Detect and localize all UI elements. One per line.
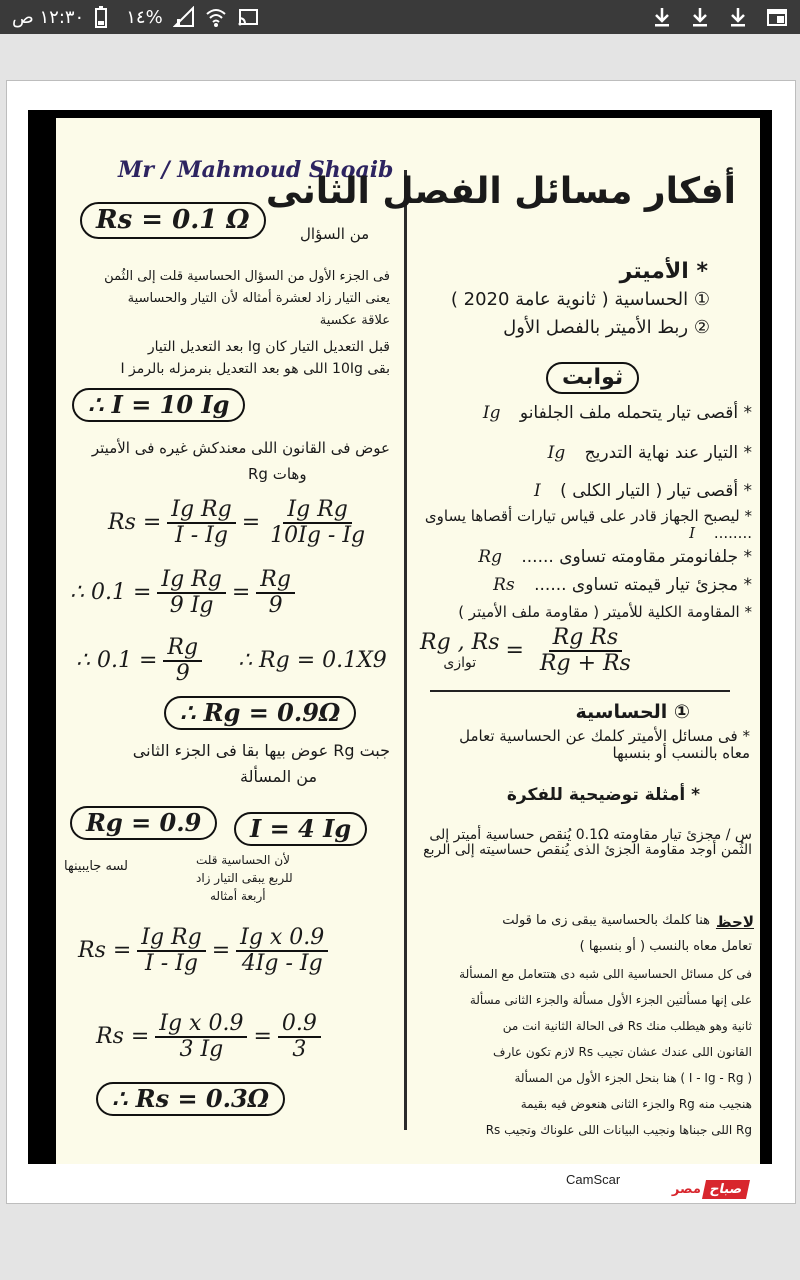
- constant-text: * ليصبح الجهاز قادر على قياس تيارات أقصاها يساوى ........: [424, 507, 752, 542]
- eq-lhs: ∴ 0.1 =: [76, 648, 158, 674]
- find-rg: وهات Rg: [248, 465, 307, 483]
- note-line-8: هنجيب منه Rg والجزء الثانى هنعوض فيه بقيمة: [520, 1097, 752, 1111]
- note-line-9: Rg اللى جبناها ونجيب البيانات اللى علوناك وتجيب Rs: [485, 1123, 752, 1137]
- question-text: س / مجزئ تيار مقاومته 0.1Ω يُنقص حساسية أميتر إلى الثُمن أوجد مقاومة الجزئ الذى يُنقص حساسيته إلى الربع: [423, 827, 752, 859]
- note-label: لاحظ: [715, 913, 754, 931]
- scanner-watermark: CamScar: [566, 1172, 621, 1187]
- eq-fraction: [236, 926, 328, 976]
- constant-row-5: [412, 548, 752, 567]
- eq-fraction: [266, 498, 369, 548]
- note-line-4: على إنها مسألتين الجزء الأول مسألة والجزء الثانى مسألة: [469, 993, 752, 1007]
- fraction-numerator: Ig Rg: [137, 926, 205, 952]
- sensitivity-note: * فى مسائل الأميتر كلمك عن الحساسية تعامل معاه بالنسب أو بنسبها: [459, 727, 750, 762]
- source-logo: [620, 1176, 748, 1202]
- note-left: لسه جايبينها: [64, 859, 128, 874]
- download-icon[interactable]: [728, 6, 750, 28]
- constant-text: * التيار عند نهاية التدريج: [584, 443, 752, 463]
- note-line-2: تعامل معاه بالنسب ( أو بنسبها ): [579, 939, 752, 954]
- from-question: من السؤال: [300, 225, 370, 243]
- constant-symbol: Ig: [547, 443, 566, 463]
- fraction-denominator: 4Ig - Ig: [241, 951, 323, 977]
- eq-fraction: [137, 926, 205, 976]
- status-battery: ١٤%: [126, 6, 163, 28]
- fraction-denominator: 10Ig - Ig: [270, 523, 366, 549]
- constant-row-6: [412, 576, 752, 595]
- equation-2: ∴ 0.1 = $\frac{\text{Ig Rg}}{9 Ig}$ = $\frac{Rg}{9}$: [70, 568, 301, 618]
- wifi-icon: [205, 6, 227, 28]
- download-icon[interactable]: [690, 6, 712, 28]
- status-time: ١٢:٣٠ ص: [12, 6, 85, 28]
- parallel-label: توازى: [443, 654, 477, 671]
- fraction-numerator: Ig x 0.9: [236, 926, 328, 952]
- rg-result: ∴ Rg = 0.9Ω: [164, 696, 356, 730]
- page-title: أفكار مسائل الفصل الثانى: [265, 171, 736, 212]
- fraction-denominator: 9: [268, 593, 283, 619]
- logo-box: صباح: [702, 1180, 750, 1199]
- parallel-lhs: Rg , Rs: [420, 630, 500, 656]
- eq-fraction: [157, 568, 225, 618]
- status-bar: [0, 0, 800, 34]
- note-right-3: أربعة أمثاله: [210, 889, 266, 903]
- fraction-numerator: Ig Rg: [283, 498, 351, 524]
- signal-icon: [173, 6, 195, 28]
- examples-title: * أمثلة توضيحية للفكرة: [506, 785, 700, 805]
- eq-fraction: [278, 1012, 321, 1062]
- topic-item-2: ② ربط الأميتر بالفصل الأول: [503, 317, 710, 338]
- equation-5: Rs = $\frac{\text{Ig x 0.9}}{3 Ig}$ = $\frac{0.9}{3}$: [96, 1012, 327, 1062]
- note-right-1: لأن الحساسية قلت: [196, 853, 290, 867]
- download-icon[interactable]: [652, 6, 674, 28]
- section-rule: [430, 690, 730, 692]
- after-line-2: من المسألة: [240, 767, 318, 786]
- parallel-fraction: [536, 626, 635, 676]
- eq-fraction: [163, 636, 202, 686]
- note-line-5: ثانية وهو هيطلب منك Rs فى الحالة الثانية انت من: [502, 1019, 752, 1033]
- solution-line-3: علاقة عكسية: [319, 313, 390, 328]
- fraction-denominator: 3 Ig: [179, 1037, 224, 1063]
- constant-symbol: Rs: [493, 575, 515, 595]
- note-line-7: ( I - Ig - Rg ) هنا بنحل الجزء الأول من المسألة: [514, 1071, 752, 1085]
- eq-lhs: ∴ 0.1 =: [70, 580, 152, 606]
- logo-text: مصر: [671, 1181, 701, 1197]
- status-left: [12, 6, 259, 28]
- rg-given-box: Rg = 0.9: [70, 806, 217, 840]
- eq-lhs: Rs =: [78, 938, 132, 964]
- topic-heading: * الأميتر: [619, 259, 708, 284]
- constants-title: ثوابت: [546, 362, 639, 394]
- battery-icon: [94, 6, 116, 28]
- constant-symbol: Ig: [482, 403, 501, 423]
- equation-4: Rs = $\frac{\text{Ig Rg}}{I - Ig}$ = $\frac{\text{Ig x 0.9}}{4Ig - Ig}$: [78, 926, 334, 976]
- note-line-6: القانون اللى عندك عشان تجيب Rs لازم تكون عارف: [492, 1045, 752, 1059]
- author-name: Mr / Mahmoud Shoaib: [118, 157, 394, 183]
- fraction-numerator: Ig Rg: [167, 498, 235, 524]
- eq-rhs: ∴ Rg = 0.1X9: [238, 648, 387, 674]
- fraction-numerator: Ig x 0.9: [155, 1012, 247, 1038]
- after-line-1: جبت Rg عوض بيها بقا فى الجزء الثانى: [132, 741, 390, 760]
- constant-text: * أقصى تيار يتحمله ملف الجلفانو: [519, 403, 752, 423]
- note-line-1: هنا كلمك بالحساسية يبقى زى ما قولت: [502, 913, 710, 928]
- constant-text: * مجزئ تيار قيمته تساوى ......: [534, 575, 752, 595]
- topic-item-1: ① الحساسية ( ثانوية عامة 2020 ): [450, 289, 710, 310]
- equation-3: [76, 636, 387, 686]
- fraction-denominator: I - Ig: [175, 523, 228, 549]
- solution-line-4: قبل التعديل التيار كان Ig بعد التعديل التيار: [147, 339, 390, 355]
- fraction-numerator: 0.9: [278, 1012, 321, 1038]
- fraction-numerator: Rg Rs: [549, 626, 623, 652]
- constant-text: * أقصى تيار ( التيار الكلى ): [560, 481, 752, 501]
- note-right-2: للربع يبقى التيار زاد: [196, 871, 293, 885]
- fraction-numerator: Rg: [256, 568, 295, 594]
- fraction-denominator: Rg + Rs: [539, 651, 631, 677]
- column-divider: [404, 170, 407, 1130]
- constant-row-1: [412, 404, 752, 423]
- fraction-numerator: Rg: [163, 636, 202, 662]
- solution-line-2: يعنى التيار زاد لعشرة أمثاله لأن التيار والحساسية: [127, 291, 390, 306]
- fraction-denominator: I - Ig: [145, 951, 198, 977]
- final-result: ∴ Rs = 0.3Ω: [96, 1082, 285, 1116]
- eq-fraction: [256, 568, 295, 618]
- given-resistance: Rs = 0.1 Ω: [80, 202, 266, 239]
- solution-line-5: بقى 10Ig اللى هو بعد التعديل بنرمزله بالرمز I: [120, 361, 390, 377]
- current-given-box: I = 4 Ig: [234, 812, 367, 846]
- eq-lhs: Rs =: [96, 1024, 150, 1050]
- eq-fraction: [155, 1012, 247, 1062]
- current-result: ∴ I = 10 Ig: [72, 388, 245, 422]
- constant-row-4: [412, 508, 752, 541]
- parallel-formula: Rg , Rs توازى = $\frac{\text{Rg Rs}}{Rg + Rs}$: [420, 626, 641, 676]
- constant-row-3: [412, 482, 752, 501]
- eq-fraction: [167, 498, 235, 548]
- solution-line-1: فى الجزء الأول من السؤال الحساسية قلت إلى الثُمن: [104, 269, 390, 284]
- cast-icon: [237, 6, 259, 28]
- constant-symbol: I: [689, 523, 696, 542]
- substitute-line: عوض فى القانون اللى معندكش غيره فى الأميتر: [91, 439, 390, 457]
- constant-row-7: [412, 604, 752, 621]
- status-right: [652, 6, 788, 28]
- constant-symbol: Rg: [478, 547, 502, 567]
- constant-row-2: [412, 444, 752, 463]
- sensitivity-title: ① الحساسية: [575, 701, 690, 723]
- fraction-denominator: 3: [292, 1037, 307, 1063]
- note-line-3: فى كل مسائل الحساسية اللى شبه دى هتتعامل مع المسألة: [459, 967, 752, 981]
- constant-text: * جلفانومتر مقاومته تساوى ......: [521, 547, 752, 567]
- fraction-denominator: 9: [175, 661, 190, 687]
- fraction-denominator: 9 Ig: [169, 593, 214, 619]
- constant-symbol: I: [534, 481, 541, 501]
- equation-1: Rs = $\frac{\text{Ig Rg}}{I - Ig}$ = $\frac{\text{Ig Rg}}{10Ig - Ig}$: [108, 498, 375, 548]
- fraction-numerator: Ig Rg: [157, 568, 225, 594]
- constant-text: * المقاومة الكلية للأميتر ( مقاومة ملف الأميتر ): [458, 603, 752, 621]
- window-icon[interactable]: [766, 6, 788, 28]
- eq-lhs: Rs =: [108, 510, 162, 536]
